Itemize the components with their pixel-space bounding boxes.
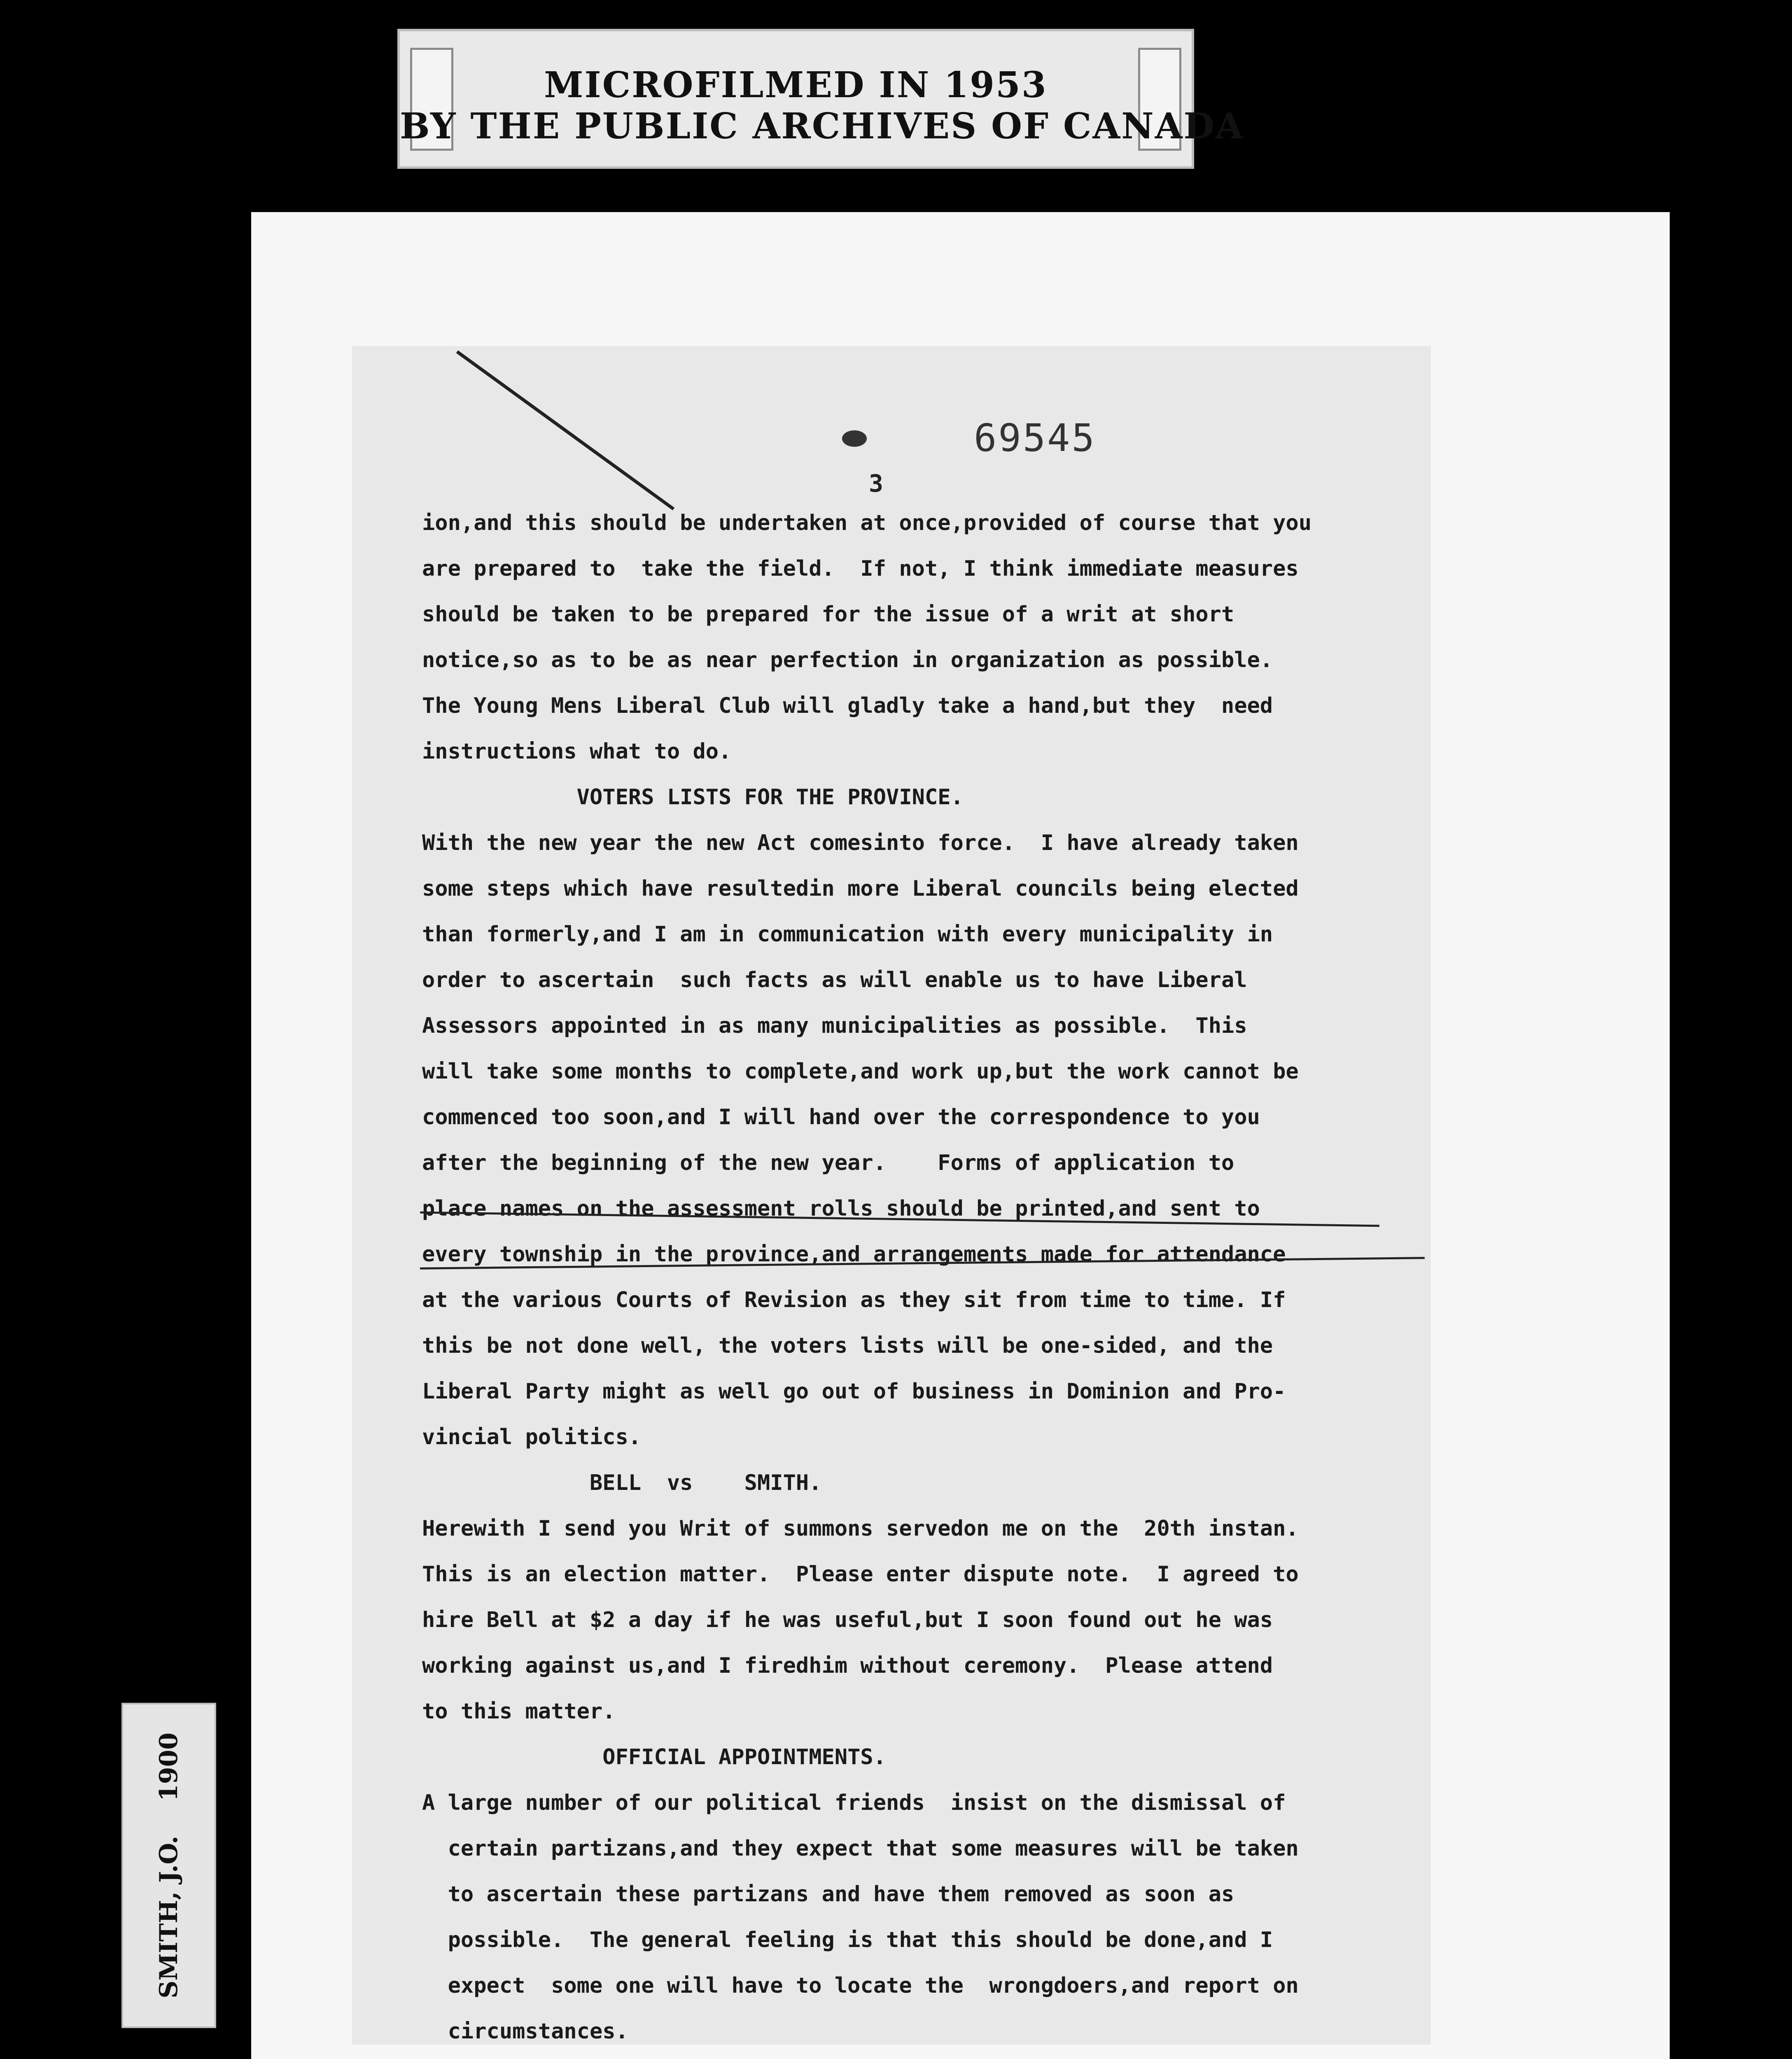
text-line: should be taken to be prepared for the issue of a writ at short [422,602,1234,627]
banner-line-1: MICROFILMED IN 1953 [544,64,1048,106]
text-line: certain partizans,and they expect that some measures will be taken [422,1836,1299,1861]
text-line: order to ascertain such facts as will enable us to have Liberal [422,968,1247,992]
text-line: to ascertain these partizans and have them removed as soon as [422,1882,1234,1907]
text-line: The Young Mens Liberal Club will gladly take a hand,but they need [422,693,1273,718]
text-line: circumstances. [422,2019,628,2044]
text-line: at the various Courts of Revision as they sit from time to time. If [422,1288,1286,1312]
text-line: than formerly,and I am in communication with every municipality in [422,922,1273,947]
text-line: This is an election matter. Please enter dispute note. I agreed to [422,1562,1299,1587]
file-side-label-text: SMITH, J.O. 1900 [154,1732,183,1998]
text-line: expect some one will have to locate the wrongdoers,and report on [422,1973,1299,1998]
text-line: hire Bell at $2 a day if he was useful,but I soon found out he was [422,1608,1273,1632]
text-line: ion,and this should be undertaken at once,provided of course that you [422,511,1312,535]
text-line: after the beginning of the new year. Forms of application to [422,1151,1234,1175]
banner-line-2: BY THE PUBLIC ARCHIVES OF CANADA [400,105,1244,147]
letter-page-index: 3 [869,469,883,497]
microfilm-banner [397,29,1244,169]
text-line: With the new year the new Act comesinto force. I have already taken [422,831,1299,855]
text-line: will take some months to complete,and work up,but the work cannot be [422,1059,1299,1084]
text-line: to this matter. [422,1699,616,1724]
file-side-label [121,1703,216,2028]
text-line: working against us,and I firedhim without ceremony. Please attend [422,1653,1273,1678]
binder-hole [842,430,867,447]
text-line: this be not done well, the voters lists will be one-sided, and the [422,1333,1273,1358]
text-line: possible. The general feeling is that this should be done,and I [422,1928,1273,1952]
text-line: vincial politics. [422,1425,642,1450]
archive-page-number: 69545 [974,416,1096,460]
text-line: Liberal Party might as well go out of business in Dominion and Pro- [422,1379,1286,1404]
section-heading: VOTERS LISTS FOR THE PROVINCE. [422,785,964,810]
text-line: commenced too soon,and I will hand over the correspondence to you [422,1105,1260,1130]
text-line: A large number of our political friends insist on the dismissal of [422,1791,1286,1815]
text-line: some steps which have resultedin more Liberal councils being elected [422,876,1299,901]
text-line: every township in the province,and arrangements made for attendance [422,1242,1286,1267]
section-heading: OFFICIAL APPOINTMENTS. [422,1745,887,1770]
letter-body [422,500,1423,2054]
text-line: notice,so as to be as near perfection in organization as possible. [422,648,1273,672]
text-line: place names on the assessment rolls should be printed,and sent to [422,1196,1260,1221]
text-line: instructions what to do. [422,739,732,764]
section-heading: BELL vs SMITH. [422,1471,822,1495]
text-line: Herewith I send you Writ of summons servedon me on the 20th instan. [422,1516,1299,1541]
text-line: Assessors appointed in as many municipalities as possible. This [422,1013,1247,1038]
text-line: are prepared to take the field. If not, I think immediate measures [422,556,1299,581]
